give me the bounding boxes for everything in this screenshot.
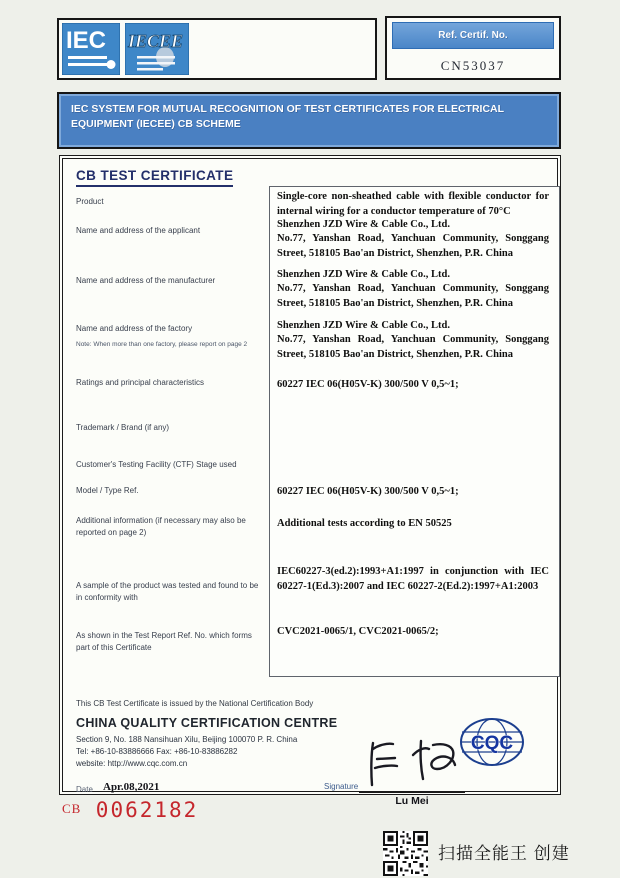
signature-name: Lu Mei <box>395 795 429 807</box>
issuer-tel-fax: Tel: +86-10-83886666 Fax: +86-10-83886282 <box>76 747 238 756</box>
signature-line <box>359 792 465 793</box>
value-applicant-address: No.77, Yanshan Road, Yanchuan Community, Songgang Street, 518105 Bao'an District, Shenzhen, P.R. China <box>277 233 549 259</box>
value-product: Single-core non-sheathed cable with flexible conductor for internal wiring for a conductor temperature of 70°C <box>277 191 549 217</box>
date-label: Date <box>76 785 93 794</box>
scanner-watermark-text: 扫描全能王 创建 <box>438 844 570 863</box>
scheme-banner: IEC SYSTEM FOR MUTUAL RECOGNITION OF TEST CERTIFICATES FOR ELECTRICAL EQUIPMENT (IECEE) CB SCHEME <box>57 92 561 149</box>
issued-statement: This CB Test Certificate is issued by the National Certification Body <box>76 699 314 708</box>
logo-box <box>57 18 377 80</box>
cqc-logo-text: CQC <box>470 733 514 754</box>
label-conformity: A sample of the product was tested and found to be in conformity with <box>76 581 259 602</box>
signature-label: Signature <box>324 782 359 791</box>
value-factory-name: Shenzhen JZD Wire & Cable Co., Ltd. <box>277 320 450 331</box>
iecee-logo-text: IECEE <box>128 31 184 51</box>
ref-certif-label: Ref. Certif. No. <box>392 22 554 49</box>
ref-certif-number: CN53037 <box>440 58 506 73</box>
label-model: Model / Type Ref. <box>76 486 139 495</box>
issuer-website: website: http://www.cqc.com.cn <box>76 759 188 768</box>
value-manufacturer-address: No.77, Yanshan Road, Yanchuan Community, Songgang Street, 518105 Bao'an District, Shenzhen, P.R. China <box>277 283 549 309</box>
values-panel <box>269 186 560 677</box>
label-manufacturer: Name and address of the manufacturer <box>76 276 216 285</box>
label-trademark: Trademark / Brand (if any) <box>76 423 170 432</box>
value-additional-info: Additional tests according to EN 50525 <box>277 518 452 529</box>
label-applicant: Name and address of the applicant <box>76 226 201 235</box>
value-factory-address: No.77, Yanshan Road, Yanchuan Community, Songgang Street, 518105 Bao'an District, Shenzhen, P.R. China <box>277 334 549 360</box>
value-ratings: 60227 IEC 06(H05V-K) 300/500 V 0,5~1; <box>277 379 459 390</box>
label-test-report: As shown in the Test Report Ref. No. which forms part of this Certificate <box>76 631 252 652</box>
factory-note: Note: When more than one factory, please report on page 2 <box>76 341 248 348</box>
label-ratings: Ratings and principal characteristics <box>76 378 205 387</box>
date-value: Apr.08,2021 <box>103 781 160 793</box>
value-applicant-name: Shenzhen JZD Wire & Cable Co., Ltd. <box>277 219 450 230</box>
iec-logo-icon <box>62 23 120 75</box>
label-ctf: Customer's Testing Facility (CTF) Stage used <box>76 460 237 469</box>
label-additional-info: Additional information (if necessary may also be reported on page 2) <box>76 516 246 537</box>
issuer-name: CHINA QUALITY CERTIFICATION CENTRE <box>76 716 338 730</box>
value-conformity-standards: IEC60227-3(ed.2):1993+A1:1997 in conjunction with IEC 60227-1(Ed.3):2007 and IEC 60227-2(Ed.2):1997+A1:2003 <box>277 566 549 592</box>
iecee-logo-icon <box>125 23 189 75</box>
cb-number: 0062182 <box>95 798 199 822</box>
cb-prefix: CB <box>62 801 82 816</box>
value-model: 60227 IEC 06(H05V-K) 300/500 V 0,5~1; <box>277 486 459 497</box>
certificate-body <box>59 155 561 807</box>
qr-code-icon <box>383 831 428 876</box>
value-test-report: CVC2021-0065/1, CVC2021-0065/2; <box>277 626 439 637</box>
certificate-title: CB TEST CERTIFICATE <box>76 168 233 187</box>
label-product: Product <box>76 197 104 206</box>
iec-logo-text: IEC <box>66 27 107 54</box>
value-manufacturer-name: Shenzhen JZD Wire & Cable Co., Ltd. <box>277 269 450 280</box>
cqc-logo-icon <box>457 715 527 771</box>
ref-certif-box <box>385 16 561 80</box>
issuer-address: Section 9, No. 188 Nansihuan Xilu, Beijing 100070 P. R. China <box>76 735 298 744</box>
label-factory: Name and address of the factory <box>76 324 193 333</box>
cb-number-stamp <box>62 798 198 822</box>
